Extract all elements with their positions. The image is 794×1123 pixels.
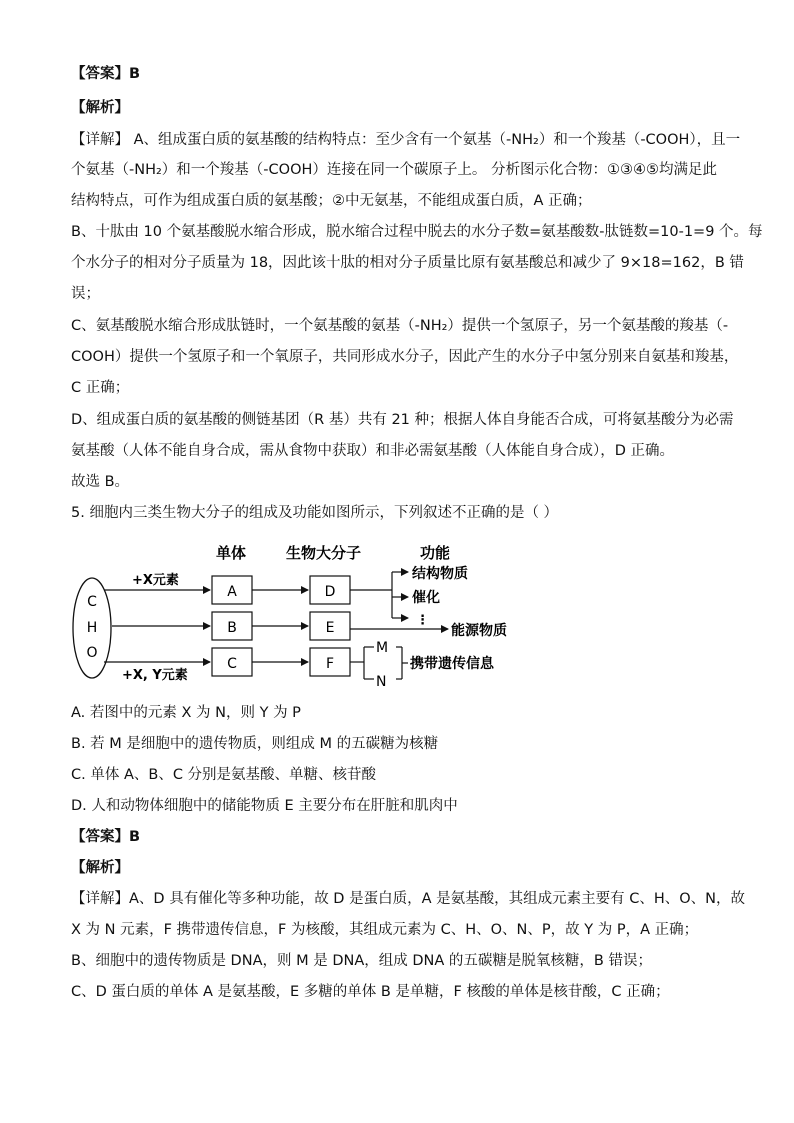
macro-f: F [325,656,335,672]
detail-line: COOH）提供一个氢原子和一个氧原子，共同形成水分子，因此产生的水分子中氢分别来自氨基和羧基， [71,349,739,365]
macro-d: D [324,584,336,600]
detail-line: B、十肽由 10 个氨基酸脱水缩合形成，脱水缩合过程中脱去的水分子数=氨基酸数-肽链数=10-1=9 个。每 [71,224,763,240]
macromolecule-diagram [70,538,550,698]
detail-line: 【详解】A、D 具有催化等多种功能，故 D 是蛋白质，A 是氨基酸，其组成元素主要有 C、H、O、N，故 [71,891,745,907]
label-plus-x: +X元素 [132,573,179,588]
header-monomer: 单体 [216,544,247,562]
func-structural: 结构物质 [412,566,468,582]
monomer-b: B [227,620,237,636]
monomer-c: C [227,656,237,672]
func-catalysis: 催化 [412,590,440,606]
element-h: H [86,620,98,636]
option-d: D. 人和动物体细胞中的储能物质 E 主要分布在肝脏和肌肉中 [71,798,458,814]
nucleic-m: M [376,640,389,656]
analysis-label: 【解析】 [71,860,129,876]
detail-line: 结构特点，可作为组成蛋白质的氨基酸；②中无氨基，不能组成蛋白质，A 正确； [71,193,592,209]
nucleic-n: N [376,674,387,690]
func-dots: ⋮ [416,613,429,628]
detail-line: 故选 B。 [71,474,130,490]
analysis-label: 【解析】 [71,100,129,116]
option-b: B. 若 M 是细胞中的遗传物质，则组成 M 的五碳糖为核糖 [71,736,439,752]
func-genetic: 携带遗传信息 [410,656,494,672]
detail-line: C、D 蛋白质的单体 A 是氨基酸，E 多糖的单体 B 是单糖，F 核酸的单体是核苷酸，C 正确； [71,984,670,1000]
detail-line: X 为 N 元素，F 携带遗传信息，F 为核酸，其组成元素为 C、H、O、N、P，故 Y 为 P，A 正确； [71,922,699,938]
detail-line: 个水分子的相对分子质量为 18，因此该十肽的相对分子质量比原有氨基酸总和减少了 9×18=162，B 错 [71,255,744,271]
answer-label: 【答案】B [71,829,141,845]
macro-e: E [325,620,335,636]
detail-line: 误； [71,286,100,302]
option-a: A. 若图中的元素 X 为 N，则 Y 为 P [71,705,301,721]
question-stem: 5. 细胞内三类生物大分子的组成及功能如图所示，下列叙述不正确的是（ ） [71,505,559,521]
detail-line: D、组成蛋白质的氨基酸的侧链基团（R 基）共有 21 种；根据人体自身能否合成，可将氨基酸分为必需 [71,412,734,428]
label-plus-xy: +X, Y元素 [122,668,188,683]
detail-line: 【详解】 A、组成蛋白质的氨基酸的结构特点：至少含有一个氨基（-NH₂）和一个羧基（-COOH），且一 [71,132,741,148]
header-function: 功能 [420,544,451,562]
func-energy: 能源物质 [451,623,507,639]
element-o: O [86,645,98,661]
detail-line: C、氨基酸脱水缩合形成肽链时，一个氨基酸的氨基（-NH₂）提供一个氢原子，另一个氨基酸的羧基（- [71,318,729,334]
header-macromolecule: 生物大分子 [286,544,362,562]
detail-line: 氨基酸（人体不能自身合成，需从食物中获取）和非必需氨基酸（人体能自身合成），D 正确。 [71,443,675,459]
monomer-a: A [227,584,237,600]
option-c: C. 单体 A、B、C 分别是氨基酸、单糖、核苷酸 [71,767,377,783]
detail-line: 个氨基（-NH₂）和一个羧基（-COOH）连接在同一个碳原子上。 分析图示化合物：①③④⑤均满足此 [71,162,717,178]
detail-line: B、细胞中的遗传物质是 DNA，则 M 是 DNA，组成 DNA 的五碳糖是脱氧核糖，B 错误； [71,953,652,969]
detail-line: C 正确； [71,380,130,396]
answer-label: 【答案】B [71,66,141,82]
element-c: C [87,594,97,610]
